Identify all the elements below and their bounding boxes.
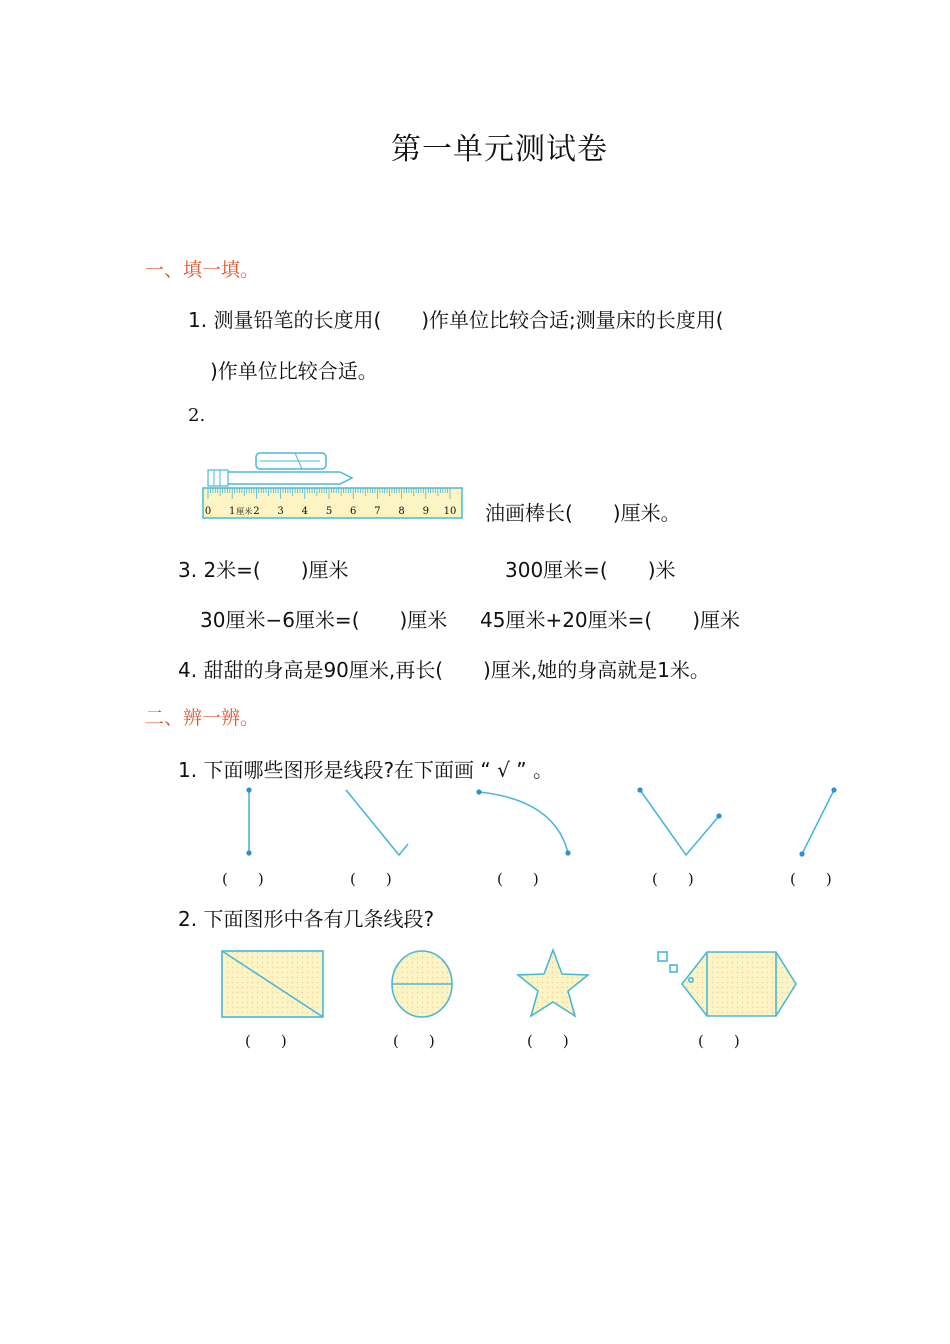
ruler-tick-label: 0 bbox=[204, 506, 212, 517]
answer-blank-figure-5[interactable]: ( ) bbox=[790, 870, 832, 888]
question-3-d: 45厘米+20厘米=( )厘米 bbox=[480, 608, 741, 632]
answer-blank-figure-2[interactable]: ( ) bbox=[350, 870, 392, 888]
ruler-tick-label: 6 bbox=[350, 506, 357, 517]
question-1-line-2: )作单位比较合适。 bbox=[210, 359, 378, 383]
figure-slanted-segment bbox=[802, 790, 834, 854]
judge-question-2: 2. 下面图形中各有几条线段? bbox=[178, 907, 435, 931]
answer-blank-oval[interactable]: ( ) bbox=[393, 1032, 435, 1050]
ruler-tick-label: 5 bbox=[325, 506, 333, 517]
star-shape bbox=[518, 950, 588, 1016]
figure-curve bbox=[479, 792, 568, 853]
shape-figures bbox=[0, 940, 950, 1030]
ruler-tick-label: 3 bbox=[277, 506, 284, 517]
question-3-c: 30厘米−6厘米=( )厘米 bbox=[200, 608, 448, 632]
ruler-tick-label: 8 bbox=[398, 506, 405, 517]
ruler-tick-label: 2 bbox=[253, 506, 260, 517]
judge-question-1: 1. 下面哪些图形是线段?在下面画 “ √ ” 。 bbox=[178, 758, 553, 782]
ruler-tick-label: 1 bbox=[229, 506, 236, 517]
figure-bent-line bbox=[346, 790, 408, 855]
question-4: 4. 甜甜的身高是90厘米,再长( )厘米,她的身高就是1米。 bbox=[178, 658, 710, 682]
rectangle-shape bbox=[222, 951, 323, 1017]
question-3-a: 3. 2米=( )厘米 bbox=[178, 558, 349, 582]
crayon-clip-icon bbox=[256, 453, 326, 469]
ruler-tick-label: 9 bbox=[422, 506, 429, 517]
answer-blank-star[interactable]: ( ) bbox=[527, 1032, 569, 1050]
oval-shape bbox=[392, 951, 452, 1017]
question-1-line-1: 1. 测量铅笔的长度用( )作单位比较合适;测量床的长度用( bbox=[188, 308, 724, 332]
question-3-b: 300厘米=( )米 bbox=[505, 558, 676, 582]
section-heading-fill: 一、填一填。 bbox=[145, 259, 260, 281]
page-title: 第一单元测试卷 bbox=[391, 132, 608, 167]
figure-angle bbox=[640, 790, 719, 855]
fish-shape bbox=[658, 952, 796, 1016]
answer-blank-figure-3[interactable]: ( ) bbox=[497, 870, 539, 888]
answer-blank-fish[interactable]: ( ) bbox=[698, 1032, 740, 1050]
ruler-tick-label: 7 bbox=[374, 506, 381, 517]
answer-blank-figure-1[interactable]: ( ) bbox=[222, 870, 264, 888]
ruler-unit-label: 厘米 bbox=[236, 507, 253, 516]
question-2-text: 油画棒长( )厘米。 bbox=[485, 501, 681, 525]
ruler-tick-label: 4 bbox=[301, 506, 308, 517]
line-figures bbox=[0, 780, 950, 870]
ruler-figure bbox=[200, 448, 465, 520]
answer-blank-figure-4[interactable]: ( ) bbox=[652, 870, 694, 888]
ruler-tick-label: 10 bbox=[443, 506, 457, 517]
crayon-icon bbox=[208, 470, 352, 486]
section-heading-judge: 二、辨一辨。 bbox=[145, 707, 260, 729]
answer-blank-rectangle[interactable]: ( ) bbox=[245, 1032, 287, 1050]
question-2-number: 2. bbox=[188, 405, 206, 426]
